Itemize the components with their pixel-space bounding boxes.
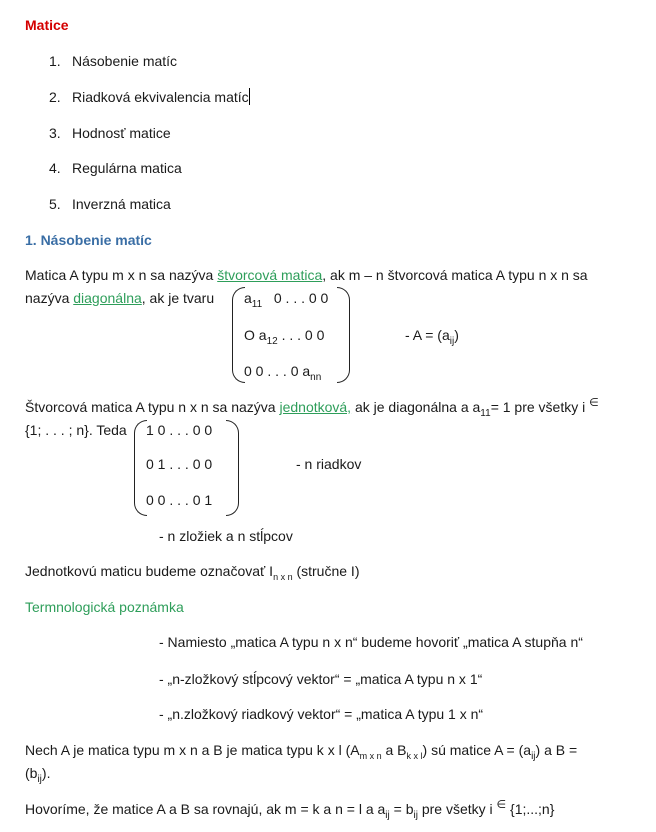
section-heading: 1. Násobenie matíc bbox=[25, 232, 152, 248]
toc-number: 5. bbox=[49, 196, 61, 212]
right-parenthesis bbox=[337, 287, 350, 383]
paragraph-line: Nech A je matica typu m x n a B je matica typu k x l ($A_{m x n}$ a $B_{k x l}$) sú matice $A = (a_{ij})$ a B = bbox=[25, 742, 578, 762]
terminology-note: - „n-zložkový stĺpcový vektor“ = „matica A typu n x 1“ bbox=[159, 671, 483, 687]
toc-item-2[interactable] bbox=[49, 88, 249, 106]
paragraph-line: $(b_{ij})$. bbox=[25, 765, 51, 785]
document-title: Matice bbox=[25, 17, 69, 33]
toc-number: 3. bbox=[49, 125, 61, 141]
paragraph-line bbox=[25, 289, 214, 307]
row-count-note: - n riadkov bbox=[296, 456, 362, 472]
terminology-heading: Termnologická poznámka bbox=[25, 599, 184, 615]
link-jednotkova[interactable]: jednotková, bbox=[279, 399, 352, 415]
matrix-row: O $a_{12}$ . . . 0 0 bbox=[244, 327, 325, 347]
terminology-note: - Namiesto „matica A typu n x n“ budeme hovoriť „matica A stupňa n“ bbox=[159, 634, 583, 650]
toc-number: 4. bbox=[49, 160, 61, 176]
text: , ak m – n štvorcová matica A typu n x n sa bbox=[322, 267, 588, 283]
toc-label: Inverzná matica bbox=[72, 196, 171, 212]
element-of-symbol: ∈ bbox=[589, 397, 599, 409]
matrix-row: 0 0 . . . 0 1 bbox=[146, 492, 213, 508]
toc-item-3[interactable] bbox=[49, 124, 171, 142]
text: nazýva bbox=[25, 290, 74, 306]
right-parenthesis bbox=[226, 420, 239, 516]
link-stvorcova-matica[interactable]: štvorcová matica bbox=[217, 267, 323, 283]
text: , ak je tvaru bbox=[141, 290, 215, 306]
matrix-row: 1 0 . . . 0 0 bbox=[146, 422, 213, 438]
toc-item-5[interactable] bbox=[49, 195, 171, 213]
toc-label: Regulárna matica bbox=[72, 160, 182, 176]
paragraph-line: Štvorcová matica A typu n x n sa nazýva jednotková, ak je diagonálna a $a_{11}= 1$ pre všetky i ∈ bbox=[25, 397, 599, 419]
toc-label: Násobenie matíc bbox=[72, 53, 178, 69]
toc-item-1[interactable] bbox=[49, 52, 178, 70]
matrix-note: - $A = (a_{ij})$ bbox=[405, 327, 459, 347]
toc-number: 1. bbox=[49, 53, 61, 69]
paragraph-line: Jednotkovú maticu budeme označovať $I_{n x n}$ (stručne I) bbox=[25, 563, 360, 582]
matrix-row: 0 1 . . . 0 0 bbox=[146, 456, 213, 472]
toc-item-4[interactable] bbox=[49, 159, 182, 177]
paragraph-line bbox=[25, 266, 588, 284]
paragraph-line: Hovoríme, že matice A a B sa rovnajú, ak m = k a n = l a $a_{ij} = b_{ij}$ pre všetky i ∈ {1;...;n} bbox=[25, 799, 555, 821]
terminology-note: - „n.zložkový riadkový vektor“ = „matica A typu 1 x n“ bbox=[159, 706, 484, 722]
link-diagonalna[interactable]: diagonálna bbox=[73, 290, 142, 306]
matrix-row: $a_{11}$ 0 . . . 0 0 bbox=[244, 290, 329, 310]
element-of-symbol: ∈ bbox=[496, 799, 507, 811]
toc-label: Hodnosť matice bbox=[72, 125, 171, 141]
toc-label: Riadková ekvivalencia matíc bbox=[72, 89, 249, 105]
column-count-note: - n zložiek a n stĺpcov bbox=[159, 528, 293, 544]
toc-number: 2. bbox=[49, 89, 61, 105]
text-cursor bbox=[249, 88, 250, 105]
text: Matica A typu m x n sa nazýva bbox=[25, 267, 218, 283]
paragraph-line: {1; . . . ; n}. Teda bbox=[25, 422, 127, 438]
matrix-row: 0 0 . . . 0 $a_{nn}$ bbox=[244, 363, 322, 383]
